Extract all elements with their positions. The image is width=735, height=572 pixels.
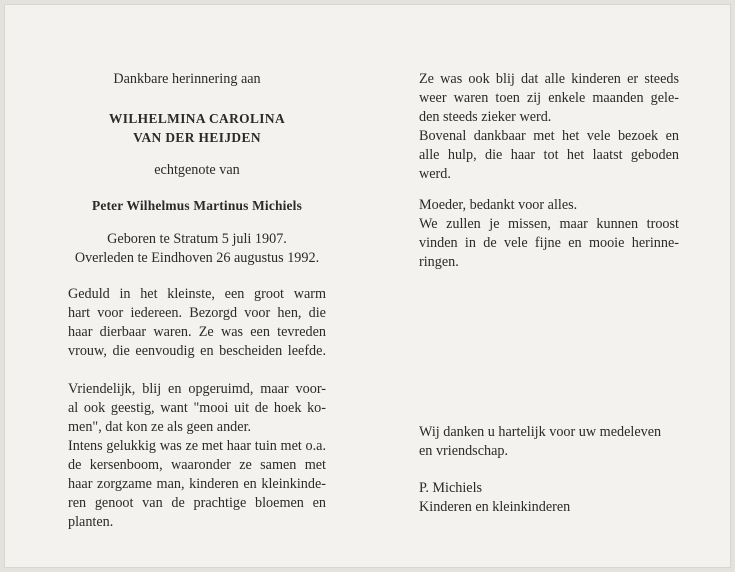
text-line: men", dat kon ze als geen ander. <box>68 419 252 435</box>
paragraph-patience <box>68 285 326 361</box>
text-line: haar zorgzame man, kinderen en kleinkinde- <box>68 476 326 492</box>
intro-text: Dankbare herinnering aan <box>113 71 261 87</box>
text-line: al ook geestig, want "mooi uit de hoek ko- <box>68 400 326 416</box>
text-line: Bovenal dankbaar met het vele bezoek en <box>419 128 679 144</box>
text-line: Ze was ook blij dat alle kinderen er steeds <box>419 71 679 87</box>
thanks-note <box>419 423 679 461</box>
text-line: Geduld in het kleinste, een groot warm <box>68 286 326 302</box>
deceased-name-line1: WILHELMINA CAROLINA <box>108 111 286 126</box>
left-column <box>68 70 326 532</box>
text-line: hart voor iedereen. Bezorgd voor hen, die <box>68 305 326 321</box>
birth-line: Geboren te Stratum 5 juli 1907. <box>107 231 287 247</box>
text-line: planten. <box>68 514 114 530</box>
text-line: Vriendelijk, blij en opgeruimd, maar voor- <box>68 381 326 397</box>
text-line: werd. <box>419 166 451 182</box>
memorial-card <box>4 4 731 568</box>
text-line: haar dierbaar waren. Ze was een tevreden <box>68 324 326 340</box>
text-line: ren genoot van de prachtige bloemen en <box>68 495 326 511</box>
deceased-name-line2: VAN DER HEIJDEN <box>133 130 261 145</box>
text-line: We zullen je missen, maar kunnen troost <box>419 216 679 232</box>
spouse-name: Peter Wilhelmus Martinus Michiels <box>91 198 303 213</box>
right-column <box>419 70 679 517</box>
text-line: weer waren toen zij enkele maanden gele- <box>419 90 679 106</box>
signature <box>419 479 679 517</box>
text-line: den steeds zieker werd. <box>419 109 552 125</box>
signature-name: P. Michiels <box>419 480 483 496</box>
text-line: vrouw, die eenvoudig en bescheiden leefde. <box>68 343 326 359</box>
signature-family: Kinderen en kleinkinderen <box>419 499 571 515</box>
text-line: vinden in de vele fijne en mooie herinne- <box>419 235 679 251</box>
paragraph-character <box>68 380 326 532</box>
spouse-intro: echtgenote van <box>154 162 240 178</box>
text-line: alle hulp, die haar tot het laatst geboden <box>419 147 679 163</box>
text-line: Moeder, bedankt voor alles. <box>419 197 578 213</box>
paragraph-gratitude <box>419 70 679 184</box>
text-line: ringen. <box>419 254 459 270</box>
text-line: Wij danken u hartelijk voor uw medeleven <box>419 424 662 440</box>
text-line: de kersenboom, waaronder ze samen met <box>68 457 326 473</box>
paragraph-farewell <box>419 196 679 272</box>
text-line: Intens gelukkig was ze met haar tuin met o.a. <box>68 438 326 454</box>
text-line: en vriendschap. <box>419 443 509 459</box>
death-line: Overleden te Eindhoven 26 augustus 1992. <box>74 250 320 266</box>
